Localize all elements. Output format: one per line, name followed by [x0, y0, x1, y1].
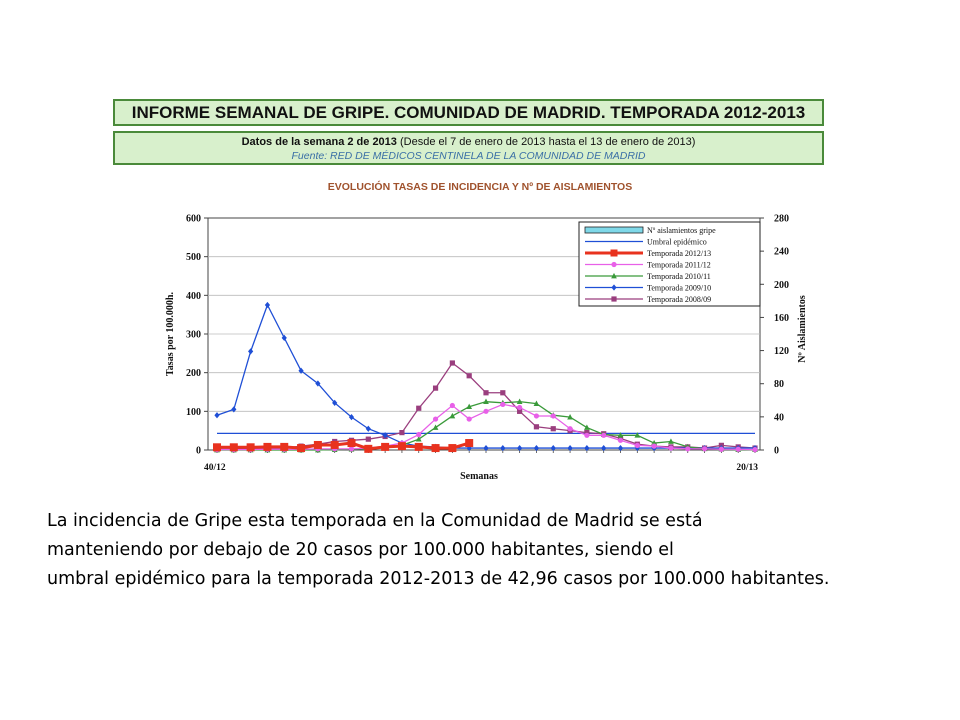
- data-point-temporada-2012-13: [230, 443, 238, 451]
- data-point-temporada-2011-12: [618, 438, 623, 443]
- report-title: INFORME SEMANAL DE GRIPE. COMUNIDAD DE MADRID. TEMPORADA 2012-2013: [131, 103, 806, 122]
- data-point-temporada-2011-12: [467, 416, 472, 421]
- data-point-temporada-2012-13: [448, 444, 456, 452]
- data-point-temporada-2012-13: [314, 441, 322, 449]
- legend-swatch-isolations: [585, 227, 643, 233]
- data-point-temporada-2008-09: [467, 373, 472, 378]
- data-point-temporada-2011-12: [635, 443, 640, 448]
- y2-axis-label: Nº Aislamientos: [797, 295, 808, 363]
- data-point-temporada-2008-09: [450, 360, 455, 365]
- y-tick-label: 600: [186, 213, 201, 225]
- summary-line-2: manteniendo por debajo de 20 casos por 100.000 habitantes, siendo el: [47, 540, 674, 560]
- data-point-temporada-2008-09: [416, 406, 421, 411]
- data-point-temporada-2008-09: [366, 437, 371, 442]
- data-point-temporada-2011-12: [500, 402, 505, 407]
- y2-tick-label: 240: [774, 246, 789, 258]
- x-start-label: 40/12: [204, 463, 226, 473]
- summary-line-1: La incidencia de Gripe esta temporada en la Comunidad de Madrid se está: [47, 511, 703, 531]
- y-tick-label: 400: [186, 290, 201, 302]
- data-point-temporada-2008-09: [551, 426, 556, 431]
- legend-label: Temporada 2010/11: [647, 272, 711, 281]
- data-point-temporada-2011-12: [668, 445, 673, 450]
- data-point-temporada-2011-12: [567, 426, 572, 431]
- legend-label: Umbral epidémico: [647, 237, 707, 247]
- data-point-temporada-2011-12: [450, 403, 455, 408]
- y2-tick-label: 120: [774, 346, 789, 358]
- data-source: Fuente: RED DE MÉDICOS CENTINELA DE LA COMUNIDAD DE MADRID: [291, 150, 646, 162]
- data-point-temporada-2011-12: [736, 447, 741, 452]
- y-tick-label: 100: [186, 406, 201, 418]
- data-point-temporada-2012-13: [213, 443, 221, 451]
- legend-swatch-marker: [611, 262, 616, 267]
- data-point-temporada-2012-13: [247, 443, 255, 451]
- y-tick-label: 300: [186, 329, 201, 341]
- y2-tick-label: 160: [774, 312, 789, 324]
- y2-tick-label: 40: [774, 412, 784, 424]
- data-point-temporada-2008-09: [433, 386, 438, 391]
- data-point-temporada-2011-12: [517, 405, 522, 410]
- data-point-temporada-2008-09: [399, 430, 404, 435]
- y2-tick-label: 0: [774, 445, 779, 457]
- data-point-temporada-2011-12: [551, 413, 556, 418]
- data-point-temporada-2011-12: [534, 413, 539, 418]
- x-axis-label: Semanas: [460, 471, 498, 482]
- data-point-temporada-2011-12: [752, 447, 757, 452]
- legend-label: Temporada 2012/13: [647, 249, 712, 258]
- data-point-temporada-2008-09: [500, 390, 505, 395]
- y2-tick-label: 200: [774, 279, 789, 291]
- legend-label: Temporada 2011/12: [647, 260, 711, 270]
- legend-swatch-marker: [611, 250, 618, 257]
- legend-label: Temporada 2008/09: [647, 295, 712, 304]
- legend-label: Temporada 2009/10: [647, 283, 712, 293]
- legend-swatch-marker: [611, 296, 616, 301]
- y-axis-label: Tasas por 100.000h.: [165, 292, 176, 376]
- y2-tick-label: 80: [774, 379, 784, 391]
- week-label: Datos de la semana 2 de 2013: [241, 136, 397, 148]
- data-point-temporada-2012-13: [398, 442, 406, 450]
- data-point-temporada-2012-13: [263, 443, 271, 451]
- data-point-temporada-2011-12: [584, 433, 589, 438]
- data-point-temporada-2012-13: [331, 441, 339, 449]
- chart-title: EVOLUCIÓN TASAS DE INCIDENCIA Y Nº DE AISLAMIENTOS: [327, 181, 633, 193]
- y-tick-label: 200: [186, 368, 201, 380]
- data-point-temporada-2011-12: [652, 444, 657, 449]
- data-point-temporada-2012-13: [465, 439, 473, 447]
- week-range: (Desde el 7 de enero de 2013 hasta el 13 de enero de 2013): [399, 136, 696, 148]
- data-point-temporada-2012-13: [432, 444, 440, 452]
- summary-paragraph: [47, 507, 947, 594]
- data-point-temporada-2011-12: [702, 446, 707, 451]
- x-end-label: 20/13: [736, 463, 758, 473]
- data-point-temporada-2012-13: [381, 443, 389, 451]
- data-point-temporada-2012-13: [280, 443, 288, 451]
- data-point-temporada-2011-12: [416, 432, 421, 437]
- data-point-temporada-2012-13: [297, 444, 305, 452]
- data-point-temporada-2008-09: [483, 390, 488, 395]
- data-point-temporada-2011-12: [433, 416, 438, 421]
- data-point-temporada-2012-13: [364, 445, 372, 453]
- y-tick-label: 500: [186, 252, 201, 264]
- data-point-temporada-2008-09: [534, 424, 539, 429]
- data-point-temporada-2011-12: [719, 447, 724, 452]
- legend-label: Nº aislamientos gripe: [647, 226, 716, 235]
- data-point-temporada-2012-13: [415, 443, 423, 451]
- data-point-temporada-2012-13: [348, 439, 356, 447]
- data-point-temporada-2011-12: [601, 433, 606, 438]
- y2-tick-label: 280: [774, 213, 789, 225]
- y-tick-label: 0: [196, 445, 201, 457]
- data-point-temporada-2011-12: [483, 409, 488, 414]
- summary-line-3: umbral epidémico para la temporada 2012-2013 de 42,96 casos por 100.000 habitantes.: [47, 569, 830, 589]
- data-point-temporada-2011-12: [685, 446, 690, 451]
